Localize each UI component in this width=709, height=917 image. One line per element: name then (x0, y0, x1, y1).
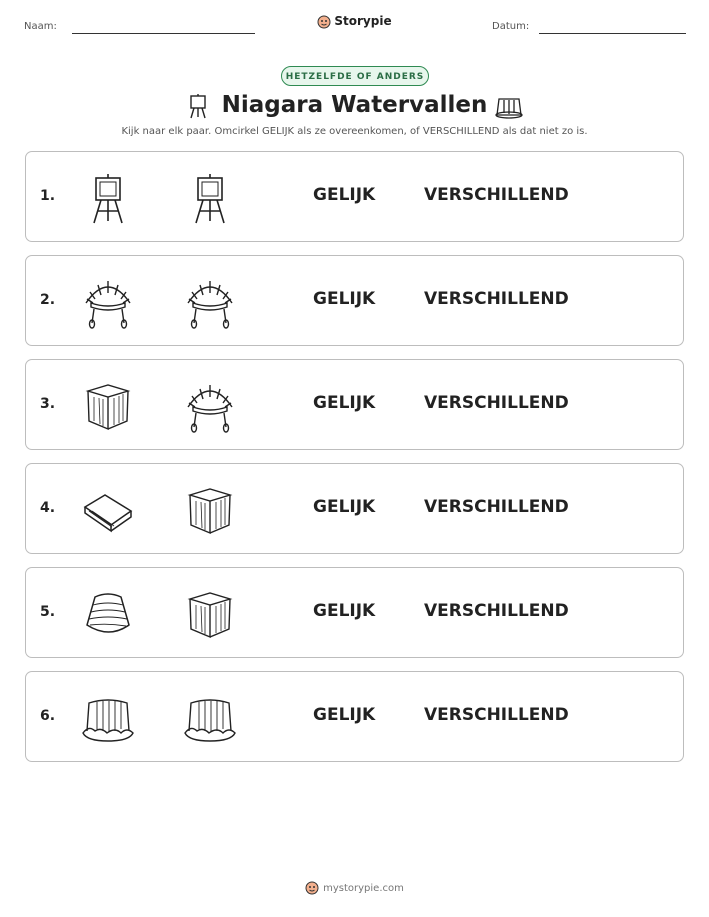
option-different[interactable]: VERSCHILLEND (424, 289, 569, 309)
storypie-logo-icon (317, 15, 331, 29)
book-icon (79, 481, 137, 539)
waterfall-icon (181, 689, 239, 747)
option-different[interactable]: VERSCHILLEND (424, 497, 569, 517)
footer-url[interactable]: mystorypie.com (323, 883, 404, 894)
brand (0, 14, 709, 29)
footer (0, 881, 709, 895)
date-label: Datum: (492, 21, 530, 32)
pair-row-5 (25, 567, 684, 658)
row-number: 2. (40, 292, 56, 308)
row-number: 4. (40, 500, 56, 516)
waterfall-icon (494, 93, 524, 119)
waterfall-icon (79, 689, 137, 747)
headdress-icon (181, 273, 239, 331)
pair-row-4 (25, 463, 684, 554)
storypie-logo-icon (305, 881, 319, 895)
date-line[interactable] (539, 33, 686, 34)
easel-icon (79, 169, 137, 227)
option-same[interactable]: GELIJK (313, 393, 376, 413)
row-number: 3. (40, 396, 56, 412)
instructions: Kijk naar elk paar. Omcirkel GELIJK als ze overeenkomen, of VERSCHILLEND als dat niet zo is. (121, 126, 588, 137)
option-same[interactable]: GELIJK (313, 705, 376, 725)
brand-name: Storypie (334, 14, 392, 28)
row-number: 6. (40, 708, 56, 724)
rock-icon (79, 585, 137, 643)
pair-row-1 (25, 151, 684, 242)
option-same[interactable]: GELIJK (313, 289, 376, 309)
name-line[interactable] (72, 33, 255, 34)
activity-badge: HETZELFDE OF ANDERS (281, 66, 429, 86)
wood-block-icon (181, 585, 239, 643)
pair-row-6 (25, 671, 684, 762)
pair-row-2 (25, 255, 684, 346)
pair-row-3 (25, 359, 684, 450)
headdress-icon (79, 273, 137, 331)
headdress-icon (181, 377, 239, 435)
option-same[interactable]: GELIJK (313, 497, 376, 517)
page-title: Niagara Watervallen (221, 92, 488, 118)
row-number: 5. (40, 604, 56, 620)
option-different[interactable]: VERSCHILLEND (424, 705, 569, 725)
option-same[interactable]: GELIJK (313, 185, 376, 205)
option-different[interactable]: VERSCHILLEND (424, 601, 569, 621)
wood-block-icon (181, 481, 239, 539)
easel-icon (181, 169, 239, 227)
option-same[interactable]: GELIJK (313, 601, 376, 621)
name-label: Naam: (24, 21, 57, 32)
option-different[interactable]: VERSCHILLEND (424, 393, 569, 413)
wood-block-icon (79, 377, 137, 435)
row-number: 1. (40, 188, 56, 204)
option-different[interactable]: VERSCHILLEND (424, 185, 569, 205)
